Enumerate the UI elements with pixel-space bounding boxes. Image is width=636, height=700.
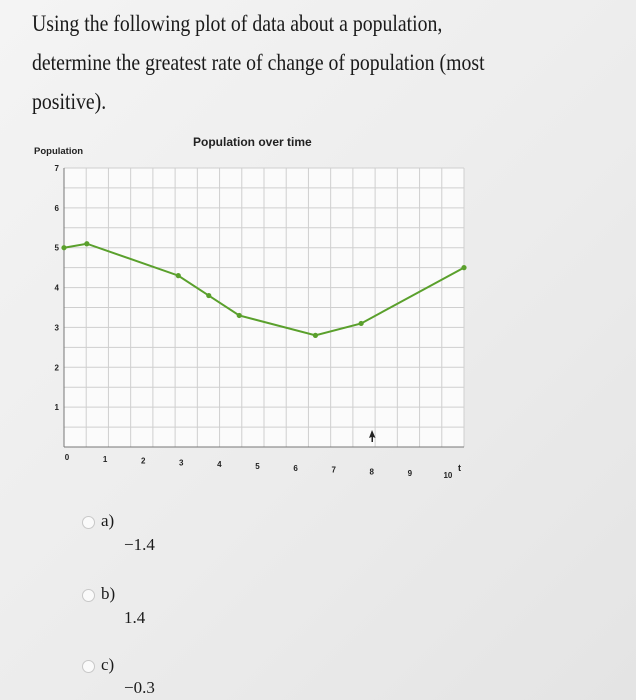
y-tick-label: 7 bbox=[54, 164, 59, 173]
option-c-value: −0.3 bbox=[124, 678, 155, 697]
data-point bbox=[313, 333, 318, 338]
chart-title: Population over time bbox=[193, 135, 312, 149]
y-axis-title: Population bbox=[34, 146, 84, 157]
option-b-letter: b) bbox=[101, 584, 116, 603]
question-line: determine the greatest rate of change of population (most bbox=[32, 50, 485, 75]
question-line: positive). bbox=[32, 89, 107, 114]
x-tick-label: 2 bbox=[140, 456, 146, 466]
x-tick-label: 8 bbox=[369, 467, 374, 477]
option-a-value: −1.4 bbox=[124, 535, 155, 554]
data-point bbox=[359, 321, 364, 326]
option-c-letter: c) bbox=[101, 655, 115, 674]
radio-button-c[interactable] bbox=[82, 660, 95, 673]
y-tick-label: 2 bbox=[54, 363, 59, 373]
data-point bbox=[84, 241, 89, 246]
y-tick-label: 5 bbox=[54, 243, 59, 253]
y-tick-label: 4 bbox=[54, 283, 59, 293]
data-point bbox=[61, 245, 66, 250]
question-line: Using the following plot of data about a population, bbox=[32, 11, 443, 36]
y-tick-label: 6 bbox=[54, 203, 59, 213]
x-tick-label: 4 bbox=[217, 460, 222, 470]
option-b-value: 1.4 bbox=[124, 608, 146, 627]
radio-button-a[interactable] bbox=[82, 516, 95, 529]
option-a-letter: a) bbox=[101, 511, 115, 530]
x-axis-label: t bbox=[458, 463, 461, 473]
data-point bbox=[237, 313, 242, 318]
x-tick-label: 1 bbox=[102, 454, 108, 464]
data-point bbox=[461, 265, 466, 270]
data-point bbox=[176, 273, 181, 278]
y-tick-label: 3 bbox=[54, 323, 59, 333]
x-tick-label: 3 bbox=[179, 458, 184, 468]
x-tick-label: 7 bbox=[331, 465, 336, 475]
data-point bbox=[206, 293, 211, 298]
radio-button-b[interactable] bbox=[82, 589, 95, 602]
x-tick-label: 10 bbox=[443, 471, 453, 480]
x-tick-label: 0 bbox=[64, 453, 70, 462]
x-tick-label: 9 bbox=[407, 469, 413, 479]
x-tick-label: 6 bbox=[293, 463, 298, 473]
y-tick-label: 1 bbox=[54, 403, 59, 413]
x-tick-label: 5 bbox=[255, 462, 260, 471]
